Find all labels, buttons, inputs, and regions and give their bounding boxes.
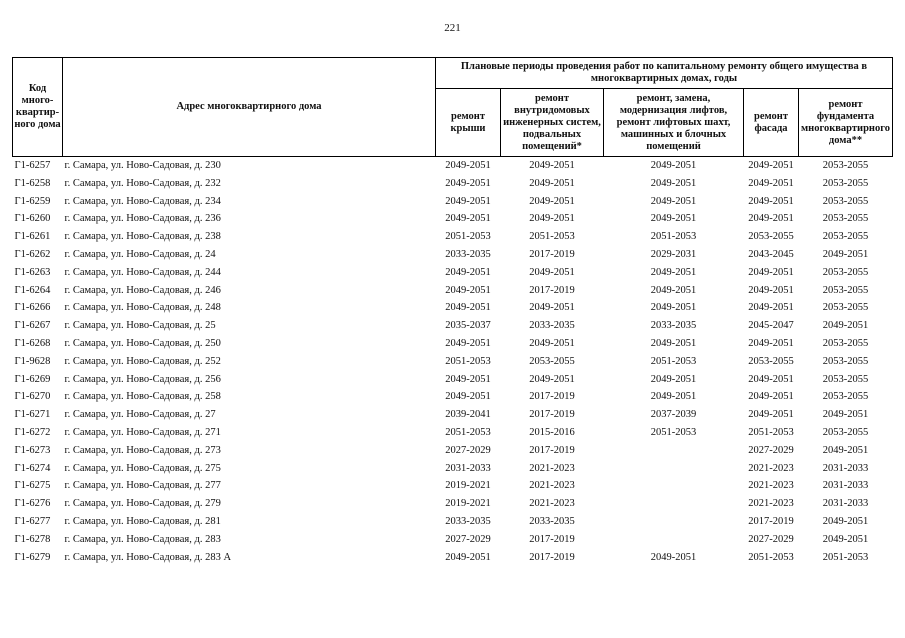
cell-roof: 2051-2053 [445, 426, 491, 438]
cell-facade: 2049-2051 [748, 337, 794, 349]
cell-roof: 2049-2051 [445, 373, 491, 385]
cell-lifts: 2049-2051 [650, 177, 697, 189]
cell-lifts [604, 513, 744, 531]
cell-roof: 2049-2051 [445, 337, 491, 349]
cell-code: Г1-6267 [14, 320, 51, 332]
table-row [13, 531, 893, 549]
cell-address: г. Самара, ул. Ново-Садовая, д. 275 [64, 462, 221, 474]
cell-roof: 2049-2051 [445, 391, 491, 403]
cell-roof: 2049-2051 [445, 195, 491, 207]
cell-roof: 2033-2035 [445, 248, 491, 260]
cell-foundation: 2053-2055 [822, 302, 869, 314]
table-row [13, 460, 893, 478]
page-number: 221 [444, 22, 461, 34]
cell-engineering: 2017-2019 [529, 248, 575, 260]
table-row [13, 353, 893, 371]
cell-foundation: 2031-2033 [822, 498, 869, 510]
table-row [13, 210, 893, 228]
cell-lifts [604, 531, 744, 549]
cell-roof: 2049-2051 [436, 157, 501, 175]
cell-engineering: 2017-2019 [529, 409, 575, 421]
cell-facade: 2049-2051 [744, 157, 799, 175]
header-facade: ремонт фасада [744, 89, 799, 157]
cell-engineering: 2017-2019 [529, 391, 575, 403]
cell-lifts [604, 460, 744, 478]
header-engineering: ремонт внутридомовых инженерных систем, подвальных помещений* [501, 89, 604, 157]
cell-engineering: 2033-2035 [529, 320, 575, 332]
cell-engineering: 2053-2055 [529, 355, 575, 367]
table-row [13, 175, 893, 193]
cell-code: Г1-6263 [14, 266, 51, 278]
cell-facade: 2049-2051 [748, 391, 794, 403]
table-row [13, 264, 893, 282]
cell-roof: 2049-2051 [445, 213, 491, 225]
cell-engineering: 2049-2051 [529, 195, 575, 207]
cell-lifts: 2049-2051 [650, 302, 697, 314]
cell-foundation: 2053-2055 [822, 195, 869, 207]
cell-code: Г1-6274 [14, 462, 51, 474]
cell-foundation: 2053-2055 [822, 391, 869, 403]
cell-lifts: 2051-2053 [650, 355, 697, 367]
cell-code: Г1-6271 [14, 409, 51, 421]
cell-facade: 2045-2047 [748, 320, 794, 332]
cell-facade: 2049-2051 [748, 409, 794, 421]
cell-address: г. Самара, ул. Ново-Садовая, д. 277 [64, 480, 221, 492]
cell-address: г. Самара, ул. Ново-Садовая, д. 236 [64, 213, 221, 225]
cell-address: г. Самара, ул. Ново-Садовая, д. 283 [64, 533, 221, 545]
cell-foundation: 2049-2051 [822, 515, 869, 527]
cell-lifts: 2049-2051 [650, 266, 697, 278]
cell-address: г. Самара, ул. Ново-Садовая, д. 279 [64, 498, 221, 510]
cell-facade: 2021-2023 [748, 480, 794, 492]
cell-code: Г1-6277 [14, 515, 51, 527]
cell-address: г. Самара, ул. Ново-Садовая, д. 234 [64, 195, 221, 207]
cell-engineering: 2017-2019 [529, 551, 575, 563]
table-row [13, 442, 893, 460]
cell-address: г. Самара, ул. Ново-Садовая, д. 27 [64, 409, 216, 421]
table-row [13, 228, 893, 246]
cell-address: г. Самара, ул. Ново-Садовая, д. 250 [64, 337, 221, 349]
cell-engineering: 2049-2051 [529, 337, 575, 349]
cell-roof: 2031-2033 [445, 462, 491, 474]
cell-lifts: 2049-2051 [650, 337, 697, 349]
cell-foundation: 2051-2053 [822, 551, 869, 563]
cell-foundation: 2053-2055 [822, 355, 869, 367]
cell-code: Г1-6259 [14, 195, 51, 207]
cell-foundation: 2053-2055 [822, 426, 869, 438]
cell-code: Г1-6266 [14, 302, 51, 314]
table-row [13, 317, 893, 335]
table-row [13, 246, 893, 264]
cell-facade: 2021-2023 [748, 498, 794, 510]
header-foundation: ремонт фундамента многоквартирного дома** [799, 89, 893, 157]
cell-code: Г1-6273 [14, 444, 51, 456]
header-periods: Плановые периоды проведения работ по капитальному ремонту общего имущества в многоквартирных домах, годы [436, 58, 893, 89]
cell-foundation: 2031-2033 [822, 462, 869, 474]
cell-engineering: 2049-2051 [529, 302, 575, 314]
table-row [13, 477, 893, 495]
cell-facade: 2051-2053 [748, 426, 794, 438]
cell-engineering: 2049-2051 [529, 373, 575, 385]
cell-roof: 2019-2021 [445, 498, 491, 510]
cell-foundation: 2053-2055 [799, 157, 893, 175]
cell-engineering: 2017-2019 [529, 444, 575, 456]
cell-facade: 2049-2051 [748, 302, 794, 314]
cell-foundation: 2049-2051 [822, 320, 869, 332]
cell-foundation: 2031-2033 [822, 480, 869, 492]
header-code: Код много-квартир-ного дома [13, 58, 63, 157]
cell-foundation: 2053-2055 [822, 284, 869, 296]
cell-address: г. Самара, ул. Ново-Садовая, д. 281 [64, 515, 221, 527]
cell-foundation: 2049-2051 [822, 533, 869, 545]
cell-facade: 2017-2019 [748, 515, 794, 527]
cell-roof: 2049-2051 [445, 302, 491, 314]
cell-roof: 2051-2053 [445, 231, 491, 243]
cell-foundation: 2053-2055 [822, 337, 869, 349]
cell-roof: 2049-2051 [445, 177, 491, 189]
cell-roof: 2049-2051 [445, 284, 491, 296]
table-row [13, 495, 893, 513]
cell-address: г. Самара, ул. Ново-Садовая, д. 258 [64, 391, 221, 403]
cell-address: г. Самара, ул. Ново-Садовая, д. 25 [64, 320, 216, 332]
cell-lifts: 2049-2051 [650, 373, 697, 385]
cell-facade: 2049-2051 [748, 177, 794, 189]
table-row [13, 424, 893, 442]
cell-foundation: 2049-2051 [822, 248, 869, 260]
cell-address: г. Самара, ул. Ново-Садовая, д. 232 [64, 177, 221, 189]
cell-foundation: 2053-2055 [822, 213, 869, 225]
cell-roof: 2027-2029 [445, 444, 491, 456]
cell-code: Г1-6264 [14, 284, 51, 296]
table-row [13, 406, 893, 424]
cell-engineering: 2017-2019 [529, 533, 575, 545]
cell-foundation: 2053-2055 [822, 231, 869, 243]
cell-engineering: 2049-2051 [529, 177, 575, 189]
cell-facade: 2051-2053 [748, 551, 794, 563]
cell-engineering: 2033-2035 [529, 515, 575, 527]
cell-engineering: 2015-2016 [529, 426, 575, 438]
cell-facade: 2049-2051 [748, 195, 794, 207]
table-row [13, 282, 893, 300]
cell-foundation: 2049-2051 [822, 444, 869, 456]
cell-code: Г1-9628 [14, 355, 51, 367]
table-row [13, 549, 893, 567]
cell-address: г. Самара, ул. Ново-Садовая, д. 244 [64, 266, 221, 278]
cell-code: Г1-6260 [14, 213, 51, 225]
cell-lifts: 2029-2031 [650, 248, 697, 260]
cell-code: Г1-6270 [14, 391, 51, 403]
table-row [13, 388, 893, 406]
cell-engineering: 2049-2051 [529, 266, 575, 278]
cell-address: г. Самара, ул. Ново-Садовая, д. 246 [64, 284, 221, 296]
table-row [13, 299, 893, 317]
cell-address: г. Самара, ул. Ново-Садовая, д. 273 [64, 444, 221, 456]
cell-lifts: 2049-2051 [650, 213, 697, 225]
table-row [13, 193, 893, 211]
table-body [13, 157, 893, 567]
cell-address: г. Самара, ул. Ново-Садовая, д. 24 [64, 248, 216, 260]
cell-code: Г1-6276 [14, 498, 51, 510]
cell-engineering: 2049-2051 [529, 213, 575, 225]
cell-code: Г1-6272 [14, 426, 51, 438]
cell-engineering: 2051-2053 [529, 231, 575, 243]
cell-facade: 2021-2023 [748, 462, 794, 474]
cell-address: г. Самара, ул. Ново-Садовая, д. 283 А [64, 551, 232, 563]
repair-schedule-table [12, 57, 893, 566]
cell-facade: 2053-2055 [748, 355, 794, 367]
cell-address: г. Самара, ул. Ново-Садовая, д. 230 [63, 157, 436, 175]
table-row [13, 157, 893, 175]
cell-lifts: 2037-2039 [650, 409, 697, 421]
table-header [13, 58, 893, 157]
cell-engineering: 2049-2051 [501, 157, 604, 175]
cell-code: Г1-6278 [14, 533, 51, 545]
cell-address: г. Самара, ул. Ново-Садовая, д. 271 [64, 426, 221, 438]
cell-engineering: 2021-2023 [529, 462, 575, 474]
cell-lifts [604, 495, 744, 513]
cell-foundation: 2053-2055 [822, 373, 869, 385]
cell-code: Г1-6275 [14, 480, 51, 492]
header-address: Адрес многоквартирного дома [63, 58, 436, 157]
table-row [13, 371, 893, 389]
cell-address: г. Самара, ул. Ново-Садовая, д. 238 [64, 231, 221, 243]
cell-lifts: 2051-2053 [650, 231, 697, 243]
cell-code: Г1-6279 [14, 551, 51, 563]
cell-code: Г1-6268 [14, 337, 51, 349]
cell-foundation: 2053-2055 [822, 177, 869, 189]
cell-lifts: 2049-2051 [650, 551, 697, 563]
cell-facade: 2049-2051 [748, 213, 794, 225]
cell-facade: 2027-2029 [748, 444, 794, 456]
cell-code: Г1-6269 [14, 373, 51, 385]
cell-code: Г1-6261 [14, 231, 51, 243]
cell-roof: 2033-2035 [445, 515, 491, 527]
cell-engineering: 2021-2023 [529, 480, 575, 492]
cell-facade: 2049-2051 [748, 284, 794, 296]
cell-facade: 2053-2055 [748, 231, 794, 243]
cell-code: Г1-6258 [14, 177, 51, 189]
cell-roof: 2027-2029 [445, 533, 491, 545]
cell-address: г. Самара, ул. Ново-Садовая, д. 252 [64, 355, 221, 367]
cell-roof: 2039-2041 [445, 409, 491, 421]
table-row [13, 335, 893, 353]
header-lifts: ремонт, замена, модернизация лифтов, ремонт лифтовых шахт, машинных и блочных помещений [604, 89, 744, 157]
cell-lifts: 2049-2051 [650, 195, 697, 207]
cell-lifts: 2051-2053 [650, 426, 697, 438]
cell-foundation: 2053-2055 [822, 266, 869, 278]
cell-address: г. Самара, ул. Ново-Садовая, д. 256 [64, 373, 221, 385]
cell-facade: 2027-2029 [748, 533, 794, 545]
cell-facade: 2043-2045 [748, 248, 794, 260]
cell-facade: 2049-2051 [748, 373, 794, 385]
cell-code: Г1-6257 [13, 157, 63, 175]
cell-roof: 2049-2051 [445, 551, 491, 563]
cell-facade: 2049-2051 [748, 266, 794, 278]
cell-foundation: 2049-2051 [822, 409, 869, 421]
cell-roof: 2035-2037 [445, 320, 491, 332]
cell-lifts: 2049-2051 [650, 284, 697, 296]
cell-address: г. Самара, ул. Ново-Садовая, д. 248 [64, 302, 221, 314]
cell-lifts: 2049-2051 [604, 157, 744, 175]
cell-roof: 2019-2021 [445, 480, 491, 492]
cell-lifts [604, 442, 744, 460]
cell-roof: 2049-2051 [445, 266, 491, 278]
header-roof: ремонт крыши [436, 89, 501, 157]
cell-lifts [604, 477, 744, 495]
table-row [13, 513, 893, 531]
cell-roof: 2051-2053 [445, 355, 491, 367]
cell-code: Г1-6262 [14, 248, 51, 260]
cell-engineering: 2021-2023 [529, 498, 575, 510]
cell-engineering: 2017-2019 [529, 284, 575, 296]
cell-lifts: 2049-2051 [650, 391, 697, 403]
cell-lifts: 2033-2035 [650, 320, 697, 332]
